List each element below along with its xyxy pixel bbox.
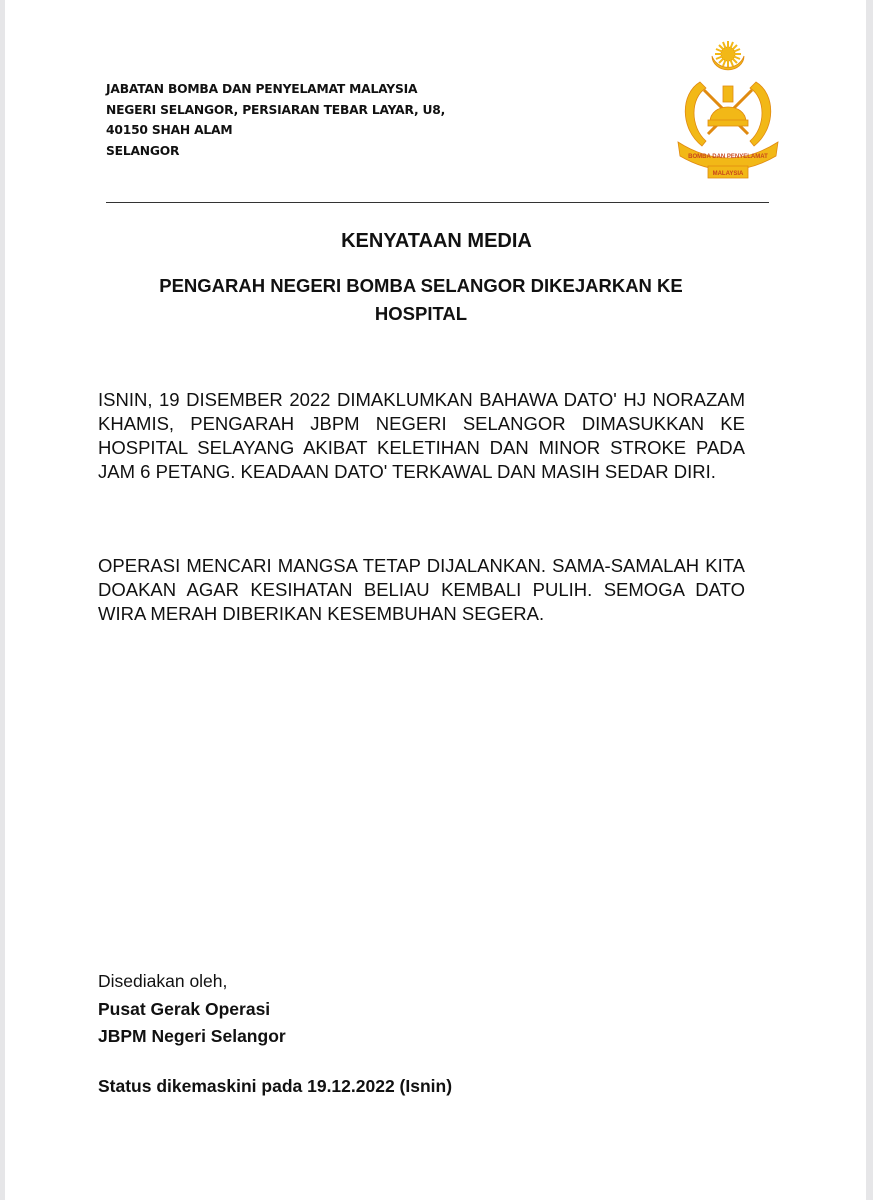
crest-ribbon-text: BOMBA DAN PENYELAMAT xyxy=(688,154,768,160)
signature-org: JBPM Negeri Selangor xyxy=(98,1026,286,1046)
address-line: NEGERI SELANGOR, PERSIARAN TEBAR LAYAR, U8, xyxy=(106,102,446,117)
address-line: SELANGOR xyxy=(106,143,180,158)
page-edge-right xyxy=(866,0,873,1200)
signature-block xyxy=(98,968,286,1051)
address-line: 40150 SHAH ALAM xyxy=(106,123,233,137)
page-edge-left xyxy=(0,0,5,1200)
status-updated: Status dikemaskini pada 19.12.2022 (Isnin) xyxy=(98,1076,453,1096)
header-divider xyxy=(106,202,769,203)
document-subtitle: PENGARAH NEGERI BOMBA SELANGOR DIKEJARKAN KE HOSPITAL xyxy=(159,275,683,324)
crest-bottom-text: MALAYSIA xyxy=(712,171,744,177)
document-title: KENYATAAN MEDIA xyxy=(341,230,532,252)
address-line: JABATAN BOMBA DAN PENYELAMAT MALAYSIA xyxy=(106,82,418,96)
prepared-by-label: Disediakan oleh, xyxy=(98,971,228,991)
letterhead-address xyxy=(106,79,445,161)
body-paragraph: ISNIN, 19 DISEMBER 2022 DIMAKLUMKAN BAHAWA DATO' HJ NORAZAM KHAMIS, PENGARAH JBPM NEGERI SELANGOR DIMASUKKAN KE HOSPITAL SELAYANG AKIBAT KELETIHAN DAN MINOR STROKE PADA JAM 6 PETANG. KEADAAN DATO' TERKAWAL DAN MASIH SEDAR DIRI. xyxy=(98,389,745,482)
body-paragraph: OPERASI MENCARI MANGSA TETAP DIJALANKAN. SAMA-SAMALAH KITA DOAKAN AGAR KESIHATAN BELIAU KEMBALI PULIH. SEMOGA DATO WIRA MERAH DIBERIKAN KESEMBUHAN SEGERA. xyxy=(98,555,745,624)
signature-unit: Pusat Gerak Operasi xyxy=(98,998,271,1019)
bomba-crest-icon xyxy=(672,34,784,184)
